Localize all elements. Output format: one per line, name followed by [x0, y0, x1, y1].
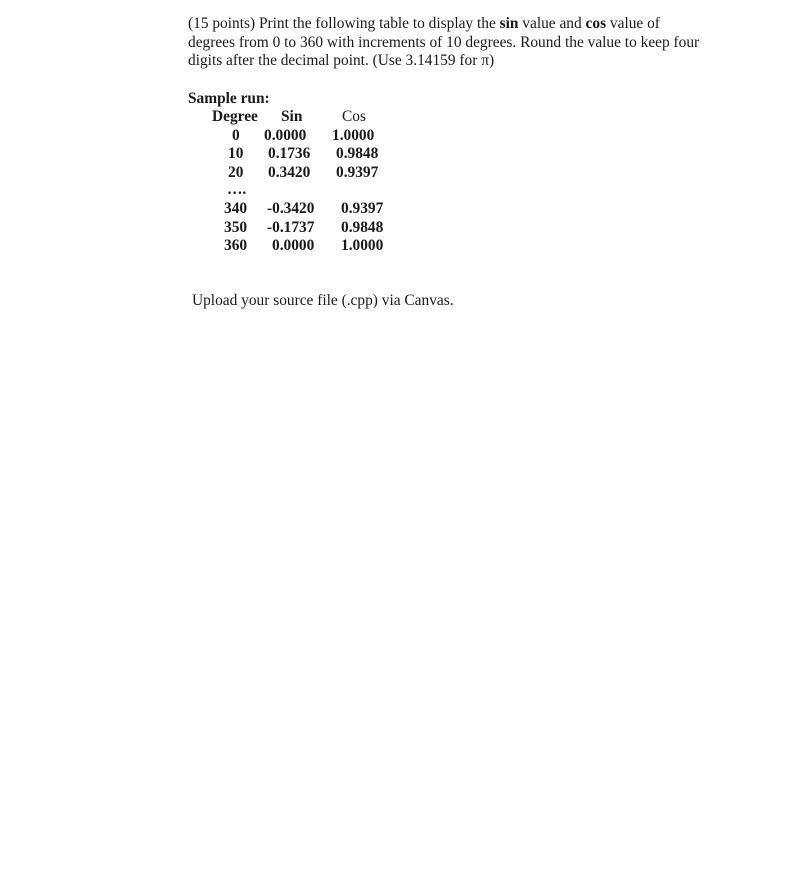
question-suffix: value of degrees from 0 to 360 with increments of 10 degrees. Round the value to keep four digits after the decimal point. (Use 3.14159 for π) [188, 15, 700, 69]
sample-run-label: Sample run: [188, 90, 270, 107]
ellipsis: …. [227, 181, 247, 198]
upload-instruction: Upload your source file (.cpp) via Canvas. [192, 292, 454, 309]
sin-cell: 0.0000 [264, 127, 307, 144]
sin-cell: 0.1736 [268, 145, 311, 162]
degree-cell: 340 [224, 200, 248, 217]
cos-cell: 0.9397 [341, 200, 384, 217]
header-degree: Degree [212, 108, 258, 125]
cos-cell: 0.9848 [336, 145, 379, 162]
degree-cell: 350 [224, 219, 248, 236]
header-cos: Cos [342, 108, 366, 125]
sin-cell: -0.1737 [267, 219, 315, 236]
question-prefix: (15 points) Print the following table to display the [188, 15, 500, 32]
sin-keyword: sin [499, 15, 519, 32]
cos-cell: 1.0000 [341, 237, 384, 254]
degree-cell: 360 [224, 237, 248, 254]
cos-cell: 0.9848 [341, 219, 384, 236]
cos-keyword: cos [585, 15, 607, 32]
header-sin: Sin [281, 108, 303, 125]
sin-cell: 0.0000 [272, 237, 315, 254]
degree-cell: 10 [228, 145, 244, 162]
degree-cell: 20 [228, 164, 244, 181]
question-text [188, 15, 708, 71]
cos-cell: 1.0000 [332, 127, 375, 144]
question-middle: value and [518, 15, 586, 32]
degree-cell: 0 [232, 127, 240, 144]
sin-cell: -0.3420 [267, 200, 315, 217]
sin-cell: 0.3420 [268, 164, 311, 181]
cos-cell: 0.9397 [336, 164, 379, 181]
